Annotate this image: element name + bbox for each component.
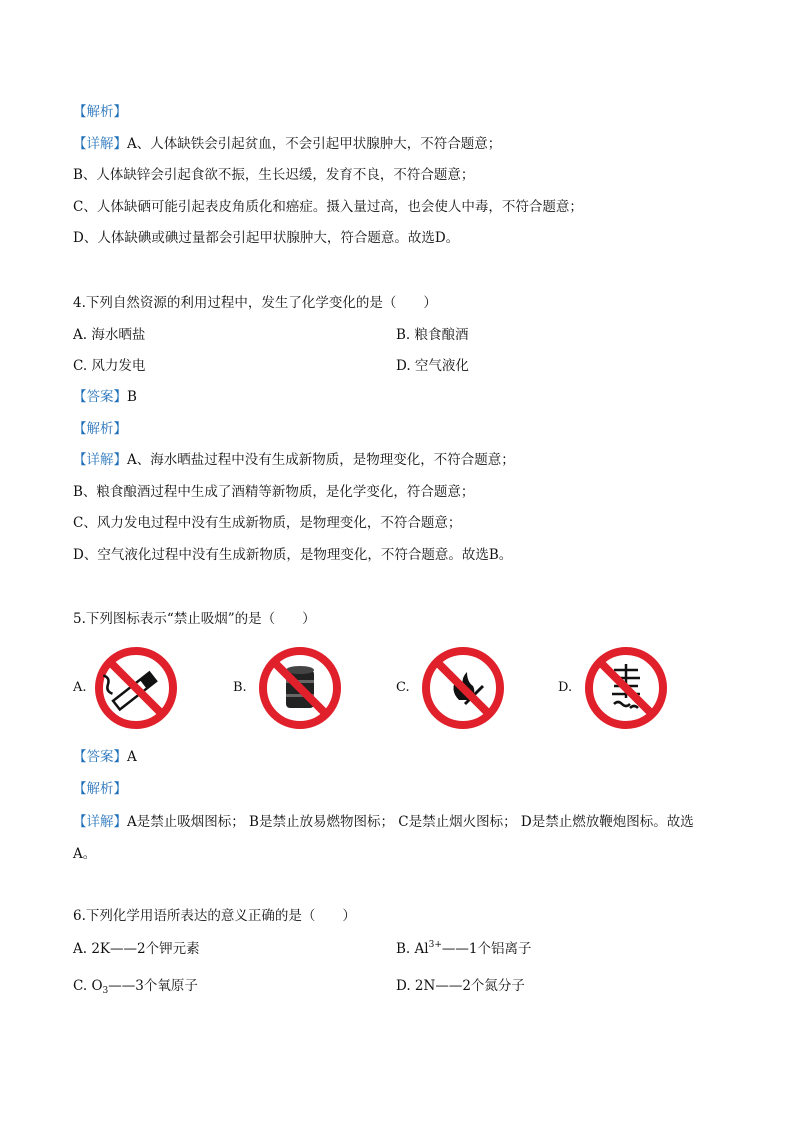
q5-option-label-a: A.: [73, 680, 87, 695]
q5-option-label-b: B.: [233, 680, 247, 695]
q3-detail-line-d: D、人体缺碘或碘过量都会引起甲状腺肿大，符合题意。故选D。: [73, 230, 460, 246]
q6-option-a: A. 2K——2个钾元素: [73, 941, 200, 957]
q6-option-c: C. $O_3——3$个氧原子: [73, 978, 198, 996]
no-firecrackers-icon: [584, 646, 668, 730]
q5-detail-line-2: A。: [73, 846, 97, 862]
no-open-flame-icon: [421, 646, 505, 730]
q4-option-a: A. 海水晒盐: [73, 327, 146, 343]
q6-option-d: D. 2N——2个氮分子: [396, 978, 525, 994]
q4-detail-line-a: 【详解】A、海水晒盐过程中没有生成新物质，是物理变化，不符合题意；: [73, 452, 515, 468]
q5-option-label-d: D.: [558, 680, 573, 695]
q5-stem: 5.下列图标表示“禁止吸烟”的是（ ）: [73, 611, 316, 627]
q4-detail-line-c: C、风力发电过程中没有生成新物质，是物理变化，不符合题意；: [73, 515, 462, 531]
no-smoking-icon: [94, 646, 178, 730]
q4-detail-line-d: D、空气液化过程中没有生成新物质，是物理变化，不符合题意。故选B。: [73, 547, 513, 563]
q5-analysis-tag: 【解析】: [73, 781, 127, 797]
q4-option-c: C. 风力发电: [73, 358, 146, 374]
q4-detail-line-b: B、粮食酿酒过程中生成了酒精等新物质，是化学变化，符合题意；: [73, 484, 475, 500]
q4-answer: 【答案】B: [73, 389, 137, 405]
q4-analysis-tag: 【解析】: [73, 421, 127, 437]
q6-stem: 6.下列化学用语所表达的意义正确的是（ ）: [73, 908, 356, 924]
q3-detail-line-a: 【详解】A、人体缺铁会引起贫血，不会引起甲状腺肿大，不符合题意；: [73, 136, 502, 152]
q3-detail-line-c: C、人体缺硒可能引起表皮角质化和癌症。摄入量过高，也会使人中毒，不符合题意；: [73, 199, 583, 215]
q5-answer: 【答案】A: [73, 749, 137, 765]
q5-option-label-c: C.: [396, 680, 410, 695]
q3-analysis-tag: 【解析】: [73, 104, 127, 120]
q3-detail-line-b: B、人体缺锌会引起食欲不振，生长迟缓，发育不良，不符合题意；: [73, 167, 475, 183]
q6-option-b: B. $Al^{3+}——1$个铝离子: [396, 940, 532, 957]
q5-detail-line-1: 【详解】A是禁止吸烟图标； B是禁止放易燃物图标； C是禁止烟火图标； D是禁止燃放鞭炮图标。故选: [73, 814, 694, 830]
q4-stem: 4.下列自然资源的利用过程中，发生了化学变化的是（ ）: [73, 295, 437, 311]
q4-option-d: D. 空气液化: [396, 358, 469, 374]
q4-option-b: B. 粮食酿酒: [396, 327, 469, 343]
no-flammable-materials-icon: [258, 646, 342, 730]
